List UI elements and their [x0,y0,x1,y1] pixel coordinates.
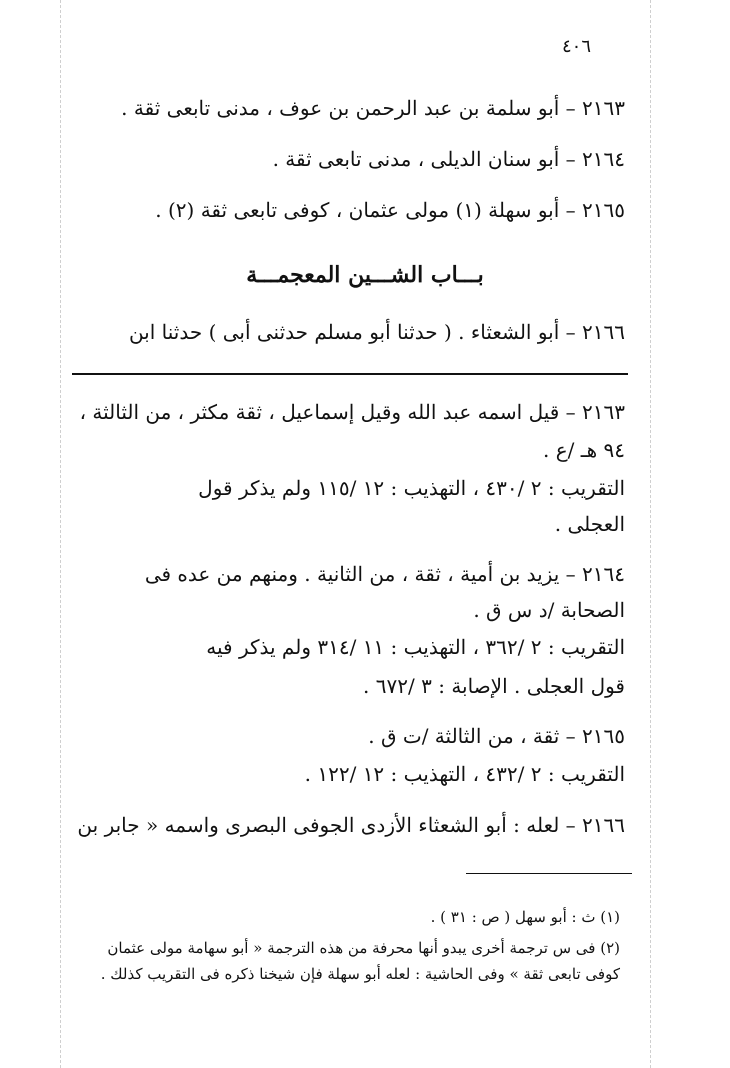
note-line: ٢١٦٥ – ثقة ، من الثالثة /ت ق . [368,724,625,748]
entry-2163: ٢١٦٣ – أبو سلمة بن عبد الرحمن بن عوف ، مدنى تابعى ثقة . [121,96,625,120]
note-line: التقريب : ٢ /٣٦٢ ، التهذيب : ١١ /٣١٤ ولم يذكر فيه [206,635,625,659]
note-line: التقريب : ٢ /٤٣٠ ، التهذيب : ١٢ /١١٥ ولم يذكر قول [198,476,625,500]
page-number: ٤٠٦ [562,36,592,57]
note-line: ٢١٦٣ – قيل اسمه عبد الله وقيل إسماعيل ، ثقة مكثر ، من الثالثة ، [79,400,625,424]
note-line: قول العجلى . الإصابة : ٣ /٦٧٢ . [363,674,625,698]
footnote-2: (٢) فى س ترجمة أخرى يبدو أنها محرفة من هذه الترجمة « أبو سهامة مولى عثمان [107,939,620,957]
entry-2164: ٢١٦٤ – أبو سنان الديلى ، مدنى تابعى ثقة . [272,147,625,171]
footnote-1: (١) ث : أبو سهل ( ص : ٣١ ) . [430,908,620,926]
margin-guide-right [650,0,651,1068]
note-line: ٢١٦٤ – يزيد بن أمية ، ثقة ، من الثانية . ومنهم من عده فى [144,562,625,586]
footnote-2-continued: كوفى تابعى ثقة » وفى الحاشية : لعله أبو سهلة فإن شيخنا ذكره فى التقريب كذلك . [100,965,620,983]
note-line: ٢١٦٦ – لعله : أبو الشعثاء الأزدى الجوفى البصرى واسمه « جابر بن [77,813,625,837]
entry-2165: ٢١٦٥ – أبو سهلة (١) مولى عثمان ، كوفى تابعى ثقة (٢) . [155,198,625,222]
note-line: ٩٤ هـ /ع . [543,438,625,462]
main-text-divider [72,373,628,375]
entry-2166: ٢١٦٦ – أبو الشعثاء . ( حدثنا أبو مسلم حدثنى أبى ) حدثنا ابن [128,320,625,344]
section-heading: بـــاب الشـــين المعجمـــة [246,262,484,288]
footnote-divider [466,873,632,874]
note-line: العجلى . [554,512,625,536]
note-line: الصحابة /د س ق . [473,598,625,622]
note-line: التقريب : ٢ /٤٣٢ ، التهذيب : ١٢ /١٢٢ . [304,762,625,786]
